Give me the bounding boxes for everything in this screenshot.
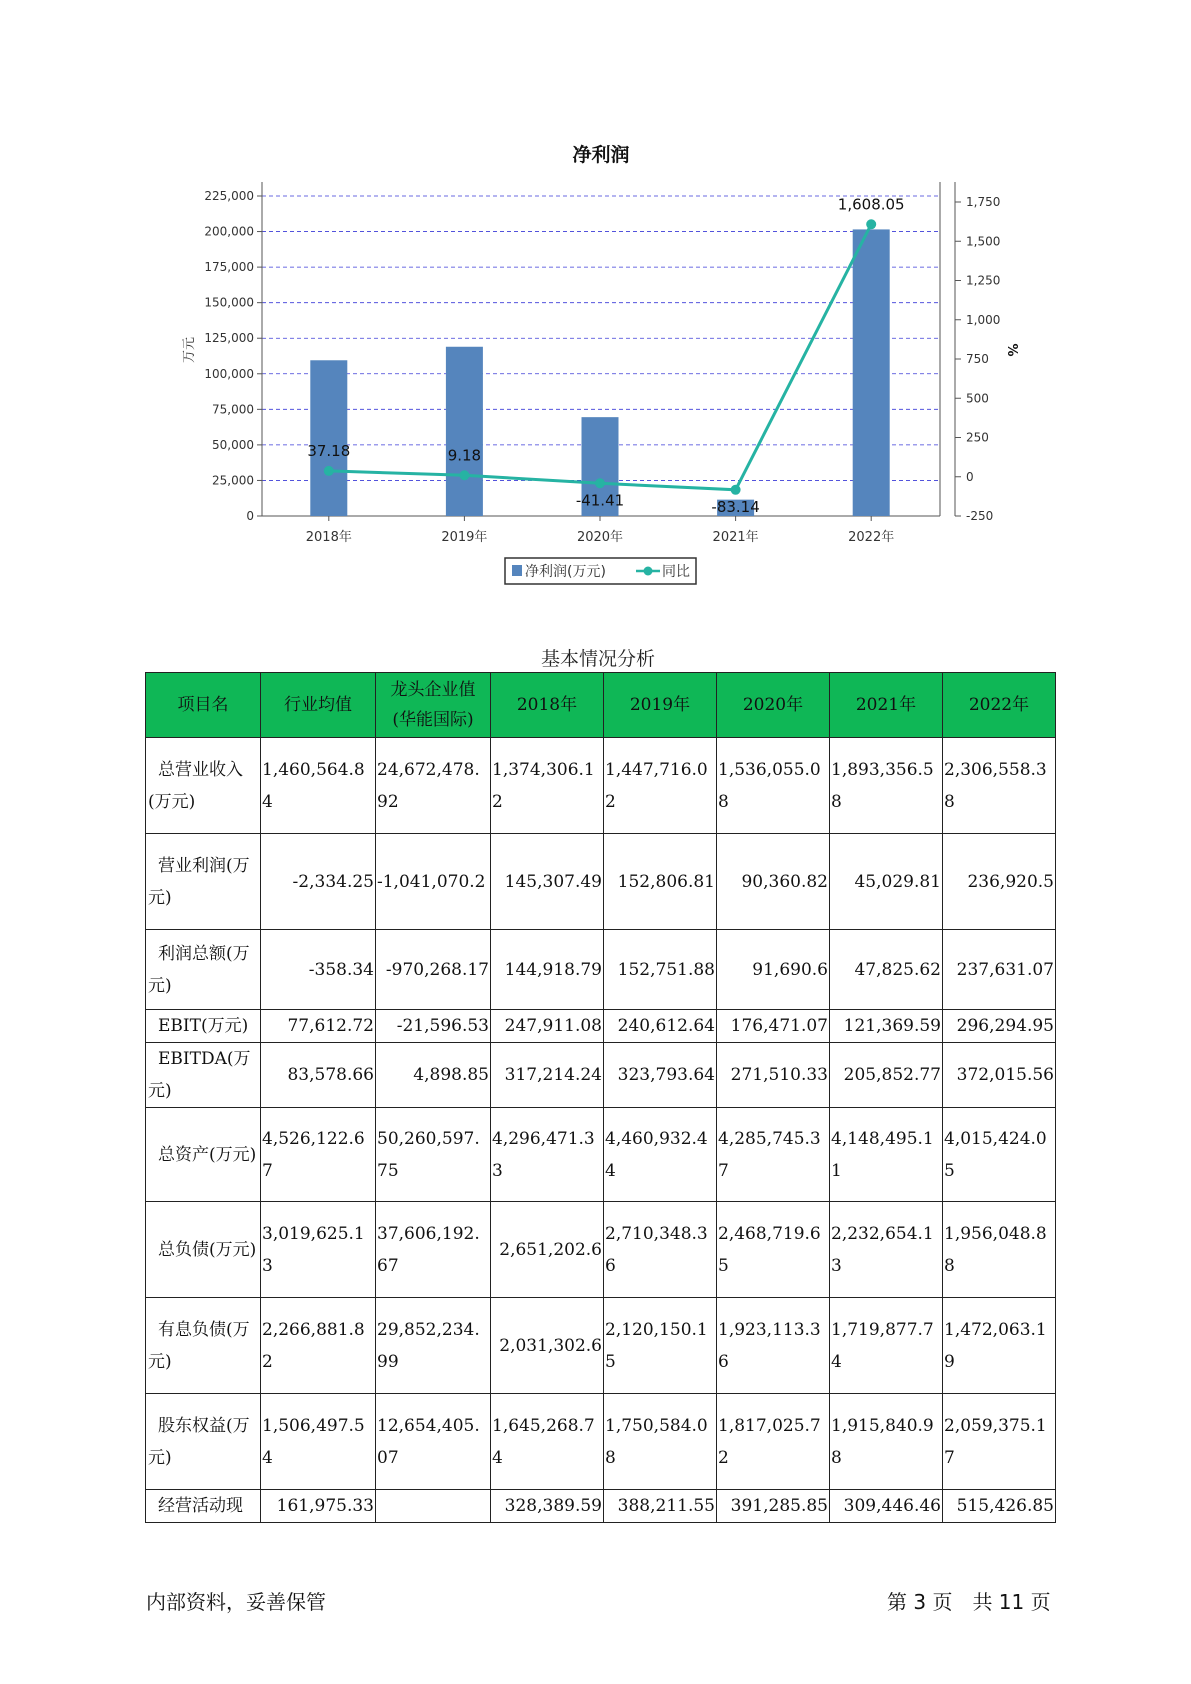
yoy-point <box>324 466 334 476</box>
right-tick-label: 0 <box>966 469 974 484</box>
table-row <box>146 1010 1056 1043</box>
table-cell: 2,651,202.6 <box>491 1202 604 1298</box>
x-axis-ticks <box>306 516 894 545</box>
left-tick-label: 125,000 <box>204 331 254 346</box>
left-tick-label: 0 <box>246 509 254 523</box>
net-profit-chart <box>0 0 1191 600</box>
right-tick-label: 250 <box>966 430 989 445</box>
right-axis-ticks <box>955 195 1000 523</box>
table-cell: 176,471.07 <box>717 1010 830 1043</box>
table-cell: 1,460,564.84 <box>261 738 376 834</box>
table-cell: 121,369.59 <box>830 1010 943 1043</box>
table-cell: 4,460,932.44 <box>604 1108 717 1202</box>
header-0: 项目名 <box>146 673 261 738</box>
table-cell: 4,898.85 <box>376 1043 491 1108</box>
table-row <box>146 930 1056 1010</box>
legend-line-swatch <box>644 567 653 576</box>
table-cell: 205,852.77 <box>830 1043 943 1108</box>
table-cell: 1,915,840.98 <box>830 1394 943 1490</box>
table-row <box>146 1394 1056 1490</box>
table-cell: 236,920.5 <box>943 834 1056 930</box>
bar-2018年 <box>310 360 347 516</box>
table-cell: 317,214.24 <box>491 1043 604 1108</box>
yoy-data-label: -41.41 <box>575 491 625 510</box>
table-cell: 2,232,654.13 <box>830 1202 943 1298</box>
table-cell <box>376 1490 491 1523</box>
table-cell: 4,296,471.33 <box>491 1108 604 1202</box>
table-row <box>146 1108 1056 1202</box>
table-cell: 247,911.08 <box>491 1010 604 1043</box>
table-cell: 1,472,063.19 <box>943 1298 1056 1394</box>
table-cell: 372,015.56 <box>943 1043 1056 1108</box>
header-7: 2022年 <box>943 673 1056 738</box>
header-6: 2021年 <box>830 673 943 738</box>
left-tick-label: 200,000 <box>204 224 254 239</box>
table-cell: 161,975.33 <box>261 1490 376 1523</box>
table-cell: 37,606,192.67 <box>376 1202 491 1298</box>
table-cell: 144,918.79 <box>491 930 604 1010</box>
legend-label-yoy: 同比 <box>662 564 690 580</box>
right-tick-label: 1,000 <box>966 312 1001 327</box>
yoy-point <box>731 485 741 495</box>
table-cell: 2,266,881.82 <box>261 1298 376 1394</box>
table-cell: 2,120,150.15 <box>604 1298 717 1394</box>
table-row <box>146 1043 1056 1108</box>
table-cell: 152,806.81 <box>604 834 717 930</box>
table-cell: 309,446.46 <box>830 1490 943 1523</box>
table-cell: 391,285.85 <box>717 1490 830 1523</box>
table-cell: -1,041,070.2 <box>376 834 491 930</box>
table-cell: -2,334.25 <box>261 834 376 930</box>
row-name: 股东权益(万元) <box>146 1394 261 1490</box>
table-cell: -358.34 <box>261 930 376 1010</box>
table-cell: 152,751.88 <box>604 930 717 1010</box>
table-cell: 4,148,495.11 <box>830 1108 943 1202</box>
left-tick-label: 25,000 <box>212 473 254 488</box>
left-tick-label: 75,000 <box>212 402 254 417</box>
table-cell: 1,893,356.58 <box>830 738 943 834</box>
yoy-point <box>595 478 605 488</box>
yoy-point <box>866 219 876 229</box>
table-cell: 388,211.55 <box>604 1490 717 1523</box>
table-cell: 1,750,584.08 <box>604 1394 717 1490</box>
row-name: EBIT(万元) <box>146 1010 261 1043</box>
table-row <box>146 1202 1056 1298</box>
bar-2019年 <box>446 347 483 516</box>
row-name: EBITDA(万元) <box>146 1043 261 1108</box>
header-3: 2018年 <box>491 673 604 738</box>
table-cell: 4,526,122.67 <box>261 1108 376 1202</box>
table-cell: 323,793.64 <box>604 1043 717 1108</box>
left-tick-label: 225,000 <box>204 189 254 203</box>
row-name: 总营业收入(万元) <box>146 738 261 834</box>
table-cell: 237,631.07 <box>943 930 1056 1010</box>
table-cell: 12,654,405.07 <box>376 1394 491 1490</box>
table-cell: 24,672,478.92 <box>376 738 491 834</box>
left-tick-label: 50,000 <box>212 437 254 452</box>
table-title: 基本情况分析 <box>540 648 655 670</box>
table-cell: 91,690.6 <box>717 930 830 1010</box>
table-cell: 83,578.66 <box>261 1043 376 1108</box>
table-cell: 328,389.59 <box>491 1490 604 1523</box>
table-cell: 1,536,055.08 <box>717 738 830 834</box>
yoy-data-label: -83.14 <box>711 497 760 516</box>
row-name: 有息负债(万元) <box>146 1298 261 1394</box>
table-cell: 2,306,558.38 <box>943 738 1056 834</box>
yoy-data-label: 9.18 <box>447 446 482 465</box>
table-cell: -21,596.53 <box>376 1010 491 1043</box>
row-name: 经营活动现 <box>146 1490 261 1523</box>
table-cell: 240,612.64 <box>604 1010 717 1043</box>
table-cell: 29,852,234.99 <box>376 1298 491 1394</box>
header-4: 2019年 <box>604 673 717 738</box>
legend-label-profit: 净利润(万元) <box>525 564 606 580</box>
table-row <box>146 1298 1056 1394</box>
header-1: 行业均值 <box>261 673 376 738</box>
chart-title: 净利润 <box>572 144 630 166</box>
table-cell: 145,307.49 <box>491 834 604 930</box>
header-2: 龙头企业值 (华能国际) <box>376 673 491 738</box>
yoy-point <box>459 470 469 480</box>
right-tick-label: 1,500 <box>966 234 1001 249</box>
chart-legend <box>505 558 696 584</box>
left-tick-label: 150,000 <box>204 295 254 310</box>
x-tick-label: 2021年 <box>712 530 759 545</box>
table-cell: 1,506,497.54 <box>261 1394 376 1490</box>
row-name: 营业利润(万元) <box>146 834 261 930</box>
table-cell: 1,817,025.72 <box>717 1394 830 1490</box>
table-header-row <box>146 673 1056 738</box>
right-tick-label: -250 <box>966 509 994 523</box>
left-axis-ticks <box>204 189 262 523</box>
footer-page-number: 第 3 页 共 11 页 <box>887 1590 1051 1614</box>
table-cell: 1,923,113.36 <box>717 1298 830 1394</box>
right-tick-label: 1,250 <box>966 273 1001 288</box>
table-cell: 1,956,048.88 <box>943 1202 1056 1298</box>
left-tick-label: 100,000 <box>204 366 254 381</box>
right-tick-label: 500 <box>966 391 989 406</box>
row-name: 利润总额(万元) <box>146 930 261 1010</box>
x-tick-label: 2020年 <box>576 530 624 545</box>
table-cell: 77,612.72 <box>261 1010 376 1043</box>
table-cell: -970,268.17 <box>376 930 491 1010</box>
table-row <box>146 1490 1056 1523</box>
table-cell: 45,029.81 <box>830 834 943 930</box>
table-cell: 47,825.62 <box>830 930 943 1010</box>
table-cell: 271,510.33 <box>717 1043 830 1108</box>
row-name: 总资产(万元) <box>146 1108 261 1202</box>
header-5: 2020年 <box>717 673 830 738</box>
yoy-data-label: 1,608.05 <box>837 195 905 214</box>
table-cell: 2,468,719.65 <box>717 1202 830 1298</box>
table-cell: 3,019,625.13 <box>261 1202 376 1298</box>
right-tick-label: 1,750 <box>966 195 1001 209</box>
table-cell: 4,015,424.05 <box>943 1108 1056 1202</box>
row-name: 总负债(万元) <box>146 1202 261 1298</box>
table-cell: 2,710,348.36 <box>604 1202 717 1298</box>
table-cell: 2,031,302.6 <box>491 1298 604 1394</box>
table-cell: 1,719,877.74 <box>830 1298 943 1394</box>
table-cell: 296,294.95 <box>943 1010 1056 1043</box>
table-cell: 2,059,375.17 <box>943 1394 1056 1490</box>
yoy-data-label: 37.18 <box>307 441 351 460</box>
table-cell: 1,645,268.74 <box>491 1394 604 1490</box>
x-tick-label: 2018年 <box>305 530 352 545</box>
table-cell: 1,374,306.12 <box>491 738 604 834</box>
table-cell: 1,447,716.02 <box>604 738 717 834</box>
table-cell: 90,360.82 <box>717 834 830 930</box>
right-tick-label: 750 <box>966 352 989 366</box>
table-row <box>146 738 1056 834</box>
table-cell: 50,260,597.75 <box>376 1108 491 1202</box>
right-axis-label: % <box>1004 343 1019 357</box>
left-tick-label: 175,000 <box>204 260 254 275</box>
left-axis-label: 万元 <box>182 336 197 364</box>
x-tick-label: 2019年 <box>441 530 488 545</box>
bar-2022年 <box>853 229 890 516</box>
table-row <box>146 834 1056 930</box>
table-cell: 4,285,745.37 <box>717 1108 830 1202</box>
x-tick-label: 2022年 <box>848 530 895 545</box>
table-cell: 515,426.85 <box>943 1490 1056 1523</box>
legend-bar-swatch <box>512 565 522 576</box>
basic-analysis-table <box>145 672 1056 1523</box>
footer-confidential: 内部资料，妥善保管 <box>146 1590 326 1614</box>
